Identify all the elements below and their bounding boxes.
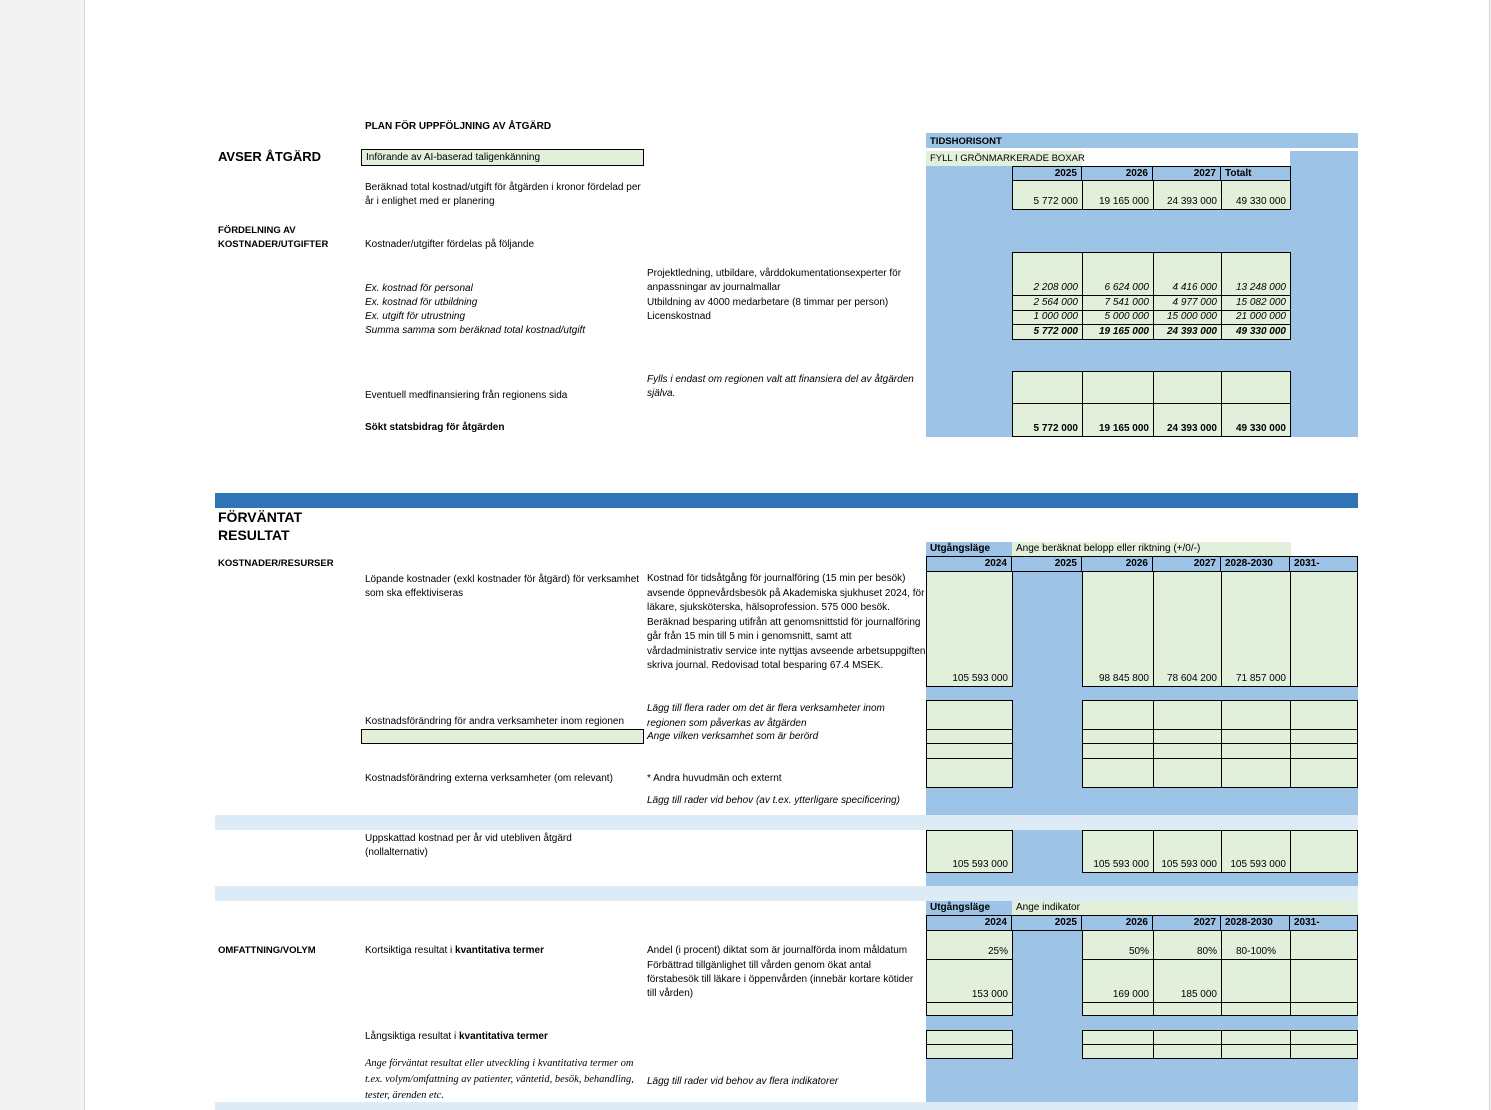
kostnadsf-extern-note: * Andra huvudmän och externt — [647, 773, 782, 784]
lopande-2027[interactable]: 78 604 200 — [1153, 571, 1222, 687]
extern-2028-2030[interactable] — [1221, 758, 1291, 788]
ange-belopp-header: Ange beräknat belopp eller riktning (+/0/-) — [1016, 543, 1201, 554]
row-summa-total[interactable]: 49 330 000 — [1221, 324, 1291, 340]
plan-year-2026: 2026 — [1082, 166, 1153, 181]
om-year-2028-2030: 2028-2030 — [1221, 915, 1290, 931]
medfin-total[interactable] — [1221, 371, 1291, 404]
langsiktiga-label: Långsiktiga resultat i kvantitativa termer — [365, 1031, 548, 1042]
uppskattad-2024[interactable]: 105 593 000 — [926, 830, 1013, 873]
medfin-note: Fylls i endast om regionen valt att finansiera del av åtgärden själva. — [647, 374, 914, 399]
res-year-2025: 2025 — [1012, 556, 1082, 572]
extern-2031[interactable] — [1290, 758, 1358, 788]
row-utrustning-2026[interactable]: 5 000 000 — [1082, 310, 1154, 325]
sokt-2027[interactable]: 24 393 000 — [1153, 403, 1222, 437]
lopande-2026[interactable]: 98 845 800 — [1082, 571, 1154, 687]
kostnadsf-extern-label: Kostnadsförändring externa verksamheter (om relevant) — [365, 773, 613, 784]
lagg-till-rader-note: Lägg till rader vid behov (av t.ex. ytterligare specificering) — [647, 795, 900, 806]
res-year-2028-2030: 2028-2030 — [1221, 556, 1290, 572]
row-summa-2025[interactable]: 5 772 000 — [1012, 324, 1083, 340]
andra-2031[interactable] — [1290, 700, 1358, 730]
verksamhet-input[interactable] — [361, 729, 644, 744]
extern-2024[interactable] — [926, 758, 1013, 788]
omfattning-label: OMFATTNING/VOLYM — [218, 945, 316, 956]
uppskattad-2028-2030[interactable]: 105 593 000 — [1221, 830, 1291, 873]
tillg-2024[interactable]: 153 000 — [926, 959, 1013, 1003]
row-utbildning-label: Ex. kostnad för utbildning — [365, 297, 478, 308]
medfin-2027[interactable] — [1153, 371, 1222, 404]
plan-title: PLAN FÖR UPPFÖLJNING AV ÅTGÄRD — [365, 121, 552, 132]
section-divider — [215, 493, 1358, 508]
uppskattad-2027[interactable]: 105 593 000 — [1153, 830, 1222, 873]
om-year-2025: 2025 — [1012, 915, 1082, 931]
om-year-2027: 2027 — [1153, 915, 1221, 931]
plan-year-total: Totalt — [1221, 166, 1291, 181]
row-utrustning-desc: Licenskostnad — [647, 311, 711, 322]
andra-2027[interactable] — [1153, 700, 1222, 730]
row-utrustning-2027[interactable]: 15 000 000 — [1153, 310, 1222, 325]
row-utbildning-2025[interactable]: 2 564 000 — [1012, 295, 1083, 311]
tillg-desc: Förbättrad tillgänlighet till vården genom ökat antal förstabesök till läkare i öppenvården (innebär kortare kötider till vården) — [647, 960, 914, 999]
om-year-2031: 2031- — [1290, 915, 1358, 931]
lopande-2028-2030[interactable]: 71 857 000 — [1221, 571, 1291, 687]
andel-2028-2030[interactable]: 80-100% — [1221, 930, 1291, 960]
res-year-2026: 2026 — [1082, 556, 1153, 572]
kostnadsf-andra-note2: Ange vilken verksamhet som är berörd — [647, 731, 819, 742]
om-year-2026: 2026 — [1082, 915, 1153, 931]
sokt-total[interactable]: 49 330 000 — [1221, 403, 1291, 437]
om-year-2024: 2024 — [926, 915, 1012, 931]
fordelas-label: Kostnader/utgifter fördelas på följande — [365, 239, 534, 250]
tillg-2028-2030[interactable] — [1221, 959, 1291, 1003]
andel-2031[interactable] — [1290, 930, 1358, 960]
row-personal-2027[interactable]: 4 416 000 — [1153, 252, 1222, 296]
ange-forvantat-note: Ange förväntat resultat eller utveckling i kvantitativa termer om t.ex. volym/omfattning av patienter, väntetid, besök, behandling, tester, ärenden etc. — [365, 1058, 634, 1101]
extern-2027[interactable] — [1153, 758, 1222, 788]
sokt-2026[interactable]: 19 165 000 — [1082, 403, 1154, 437]
kostnadsf-andra-label: Kostnadsförändring för andra verksamheter inom regionen — [365, 716, 625, 727]
row-summa-2026[interactable]: 19 165 000 — [1082, 324, 1154, 340]
uppskattad-label: Uppskattad kostnad per år vid utebliven åtgärd (nollalternativ) — [365, 833, 572, 858]
row-personal-2026[interactable]: 6 624 000 — [1082, 252, 1154, 296]
tidshorisont-label: TIDSHORISONT — [930, 136, 1002, 147]
avser-label: AVSER ÅTGÄRD — [218, 149, 322, 164]
plan-total-2027[interactable]: 24 393 000 — [1153, 180, 1222, 210]
avser-input[interactable]: Införande av AI-baserad taligenkänning — [361, 149, 644, 166]
medfin-2026[interactable] — [1082, 371, 1154, 404]
row-summa-2027[interactable]: 24 393 000 — [1153, 324, 1222, 340]
andel-desc: Andel (i procent) diktat som är journalförda inom måldatum — [647, 945, 908, 956]
row-personal-desc: Projektledning, utbildare, vårddokumentationsexperter för anpassningar av journalmallar — [647, 268, 902, 293]
medfin-label: Eventuell medfinansiering från regionens sida — [365, 390, 568, 401]
lagg-till-indikatorer-note: Lägg till rader vid behov av flera indikatorer — [647, 1076, 839, 1087]
resultat-title: FÖRVÄNTAT RESULTAT — [218, 509, 302, 543]
kostnadsf-andra-note1: Lägg till flera rader om det är flera verksamheter inom regionen som påverkas av åtgärden — [647, 703, 885, 729]
tillg-2031[interactable] — [1290, 959, 1358, 1003]
sokt-2025[interactable]: 5 772 000 — [1012, 403, 1083, 437]
row-utbildning-2026[interactable]: 7 541 000 — [1082, 295, 1154, 311]
row-personal-label: Ex. kostnad för personal — [365, 283, 473, 294]
extern-2026[interactable] — [1082, 758, 1154, 788]
row-utbildning-2027[interactable]: 4 977 000 — [1153, 295, 1222, 311]
row-summa-label: Summa samma som beräknad total kostnad/utgift — [365, 325, 586, 336]
andra-2026[interactable] — [1082, 700, 1154, 730]
ange-indikator-header: Ange indikator — [1016, 902, 1080, 913]
plan-total-2026[interactable]: 19 165 000 — [1082, 180, 1154, 210]
kortsiktiga-label: Kortsiktiga resultat i kvantitativa termer — [365, 945, 544, 956]
row-utrustning-total[interactable]: 21 000 000 — [1221, 310, 1291, 325]
res-year-2024: 2024 — [926, 556, 1012, 572]
kostnader-resurser-label: KOSTNADER/RESURSER — [218, 558, 334, 569]
lopande-2031[interactable] — [1290, 571, 1358, 687]
fyll-i-label: FYLL I GRÖNMARKERADE BOXAR — [930, 153, 1085, 164]
res-year-2031: 2031- — [1290, 556, 1358, 572]
row-utrustning-2025[interactable]: 1 000 000 — [1012, 310, 1083, 325]
res-year-2027: 2027 — [1153, 556, 1221, 572]
utgangslage-header-2: Utgångsläge — [930, 902, 991, 913]
row-personal-2025[interactable]: 2 208 000 — [1012, 252, 1083, 296]
tillg-2027[interactable]: 185 000 — [1153, 959, 1222, 1003]
lopande-label: Löpande kostnader (exkl kostnader för åtgärd) för verksamhet som ska effektiviseras — [365, 574, 640, 599]
row-personal-total[interactable]: 13 248 000 — [1221, 252, 1291, 296]
andra-2024[interactable] — [926, 700, 1013, 730]
uppskattad-2031[interactable] — [1290, 830, 1358, 873]
row-utrustning-label: Ex. utgift för utrustning — [365, 311, 466, 322]
row-utbildning-total[interactable]: 15 082 000 — [1221, 295, 1291, 311]
andel-2027[interactable]: 80% — [1153, 930, 1222, 960]
fordelning-label: FÖRDELNING AV KOSTNADER/UTGIFTER — [218, 225, 329, 250]
sokt-label: Sökt statsbidrag för åtgärden — [365, 422, 505, 433]
plan-year-2027: 2027 — [1153, 166, 1221, 181]
lopande-2024[interactable]: 105 593 000 — [926, 571, 1013, 687]
plan-year-2025: 2025 — [1012, 166, 1082, 181]
spreadsheet-page — [84, 0, 1490, 1110]
utgangslage-header: Utgångsläge — [930, 543, 991, 554]
row-utbildning-desc: Utbildning av 4000 medarbetare (8 timmar per person) — [647, 297, 889, 308]
plan-total-2025[interactable]: 5 772 000 — [1012, 180, 1083, 210]
uppskattad-2026[interactable]: 105 593 000 — [1082, 830, 1154, 873]
lopande-desc: Kostnad för tidsåtgång för journalföring (15 min per besök) avsende öppnevårdsbesök på Akademiska sjukhuset 2024, för läkare, sjuksköterska, hälsoprofession. 575 000 besök. Beräknad besparing utifrån att genomsnittstid för journalföring går från 15 min till 5 min i genomsnitt, samt att vårdadministrativ service inte nyttjas avseende arbetsuppgiften skriva journal. Redovisad total besparing 67.4 MSEK. — [647, 573, 926, 671]
tillg-2026[interactable]: 169 000 — [1082, 959, 1154, 1003]
beraknad-label: Beräknad total kostnad/utgift för åtgärden i kronor fördelad per år i enlighet med er planering — [365, 182, 641, 207]
plan-total-sum[interactable]: 49 330 000 — [1221, 180, 1291, 210]
medfin-2025[interactable] — [1012, 371, 1083, 404]
andel-2024[interactable]: 25% — [926, 930, 1013, 960]
andra-2028-2030[interactable] — [1221, 700, 1291, 730]
andel-2026[interactable]: 50% — [1082, 930, 1154, 960]
